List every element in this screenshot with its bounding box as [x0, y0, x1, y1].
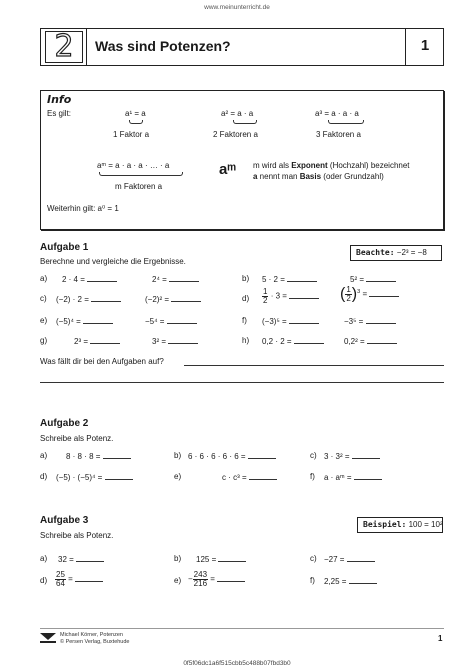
example-a2: a² = a · a [221, 109, 254, 118]
footer-page-number: 1 [438, 634, 443, 643]
task3-hint-label: Beispiel: [363, 520, 407, 529]
task3-label-a: a) [40, 554, 48, 563]
task3-label-b: b) [174, 554, 182, 563]
answer-line[interactable] [171, 294, 201, 302]
task1-expr-b1: 5 · 2 = [262, 274, 317, 284]
document-hash: 0f5f06dc1a6f515cbb5c488b07fbd3b0 [183, 660, 291, 667]
answer-line[interactable] [367, 336, 397, 344]
footer-author: Michael Körner, Potenzen [60, 632, 123, 638]
basis-description [253, 172, 384, 181]
task3-instruction: Schreibe als Potenz. [40, 531, 114, 540]
answer-line[interactable] [248, 451, 276, 459]
task2-heading: Aufgabe 2 [40, 418, 89, 429]
answer-line[interactable] [91, 294, 121, 302]
task1-expr-d1: $\frac{1}{2}$ · 3 = [262, 288, 319, 305]
task1-hint-box [350, 245, 442, 261]
task3-expr-d: $\frac{25}{64}$ = [55, 571, 103, 588]
task1-expr-a2: 2⁴ = [152, 274, 199, 284]
answer-line[interactable] [352, 451, 380, 459]
chapter-number: 2 [45, 31, 83, 63]
desc2-a: a [253, 172, 258, 181]
task3-expr-b: 125 = [196, 554, 246, 564]
task1-expr-d2: ( $\frac{1}{2}$ )$^3$ = [340, 286, 399, 303]
top-url[interactable]: www.meinunterricht.de [204, 4, 270, 11]
answer-line[interactable] [218, 554, 246, 562]
desc1-exponent: Exponent [291, 161, 328, 170]
task3-label-f: f) [310, 576, 315, 585]
task3-label-c: c) [310, 554, 317, 563]
answer-line[interactable] [294, 336, 324, 344]
task1-expr-c1: (−2) · 2 = [56, 294, 121, 304]
task2-label-c: c) [310, 451, 317, 460]
answer-line[interactable] [167, 316, 197, 324]
general-definition: aᵐ = a · a · a · … · a [97, 161, 170, 170]
task1-label-f: f) [242, 316, 247, 325]
task3-heading: Aufgabe 3 [40, 515, 89, 526]
footer-rule [40, 628, 444, 629]
answer-line[interactable] [366, 274, 396, 282]
exponent-description [253, 161, 410, 170]
task2-label-d: d) [40, 472, 48, 481]
task2-label-e: e) [174, 472, 182, 481]
fraction-243-216: $\frac{243}{216}$ [193, 570, 208, 588]
task1-expr-f2: −3⁵ = [344, 316, 396, 326]
task3-expr-a: 32 = [58, 554, 104, 564]
desc2-basis: Basis [299, 172, 322, 181]
task1-label-b: b) [242, 274, 250, 283]
task1-expr-f1: (−3)⁵ = [262, 316, 319, 326]
task3-expr-e: − $\frac{243}{216}$ = [188, 571, 245, 588]
task1-heading: Aufgabe 1 [40, 242, 89, 253]
footer-publisher: © Persen Verlag, Buxtehude [60, 638, 130, 645]
task1-expr-e2: −5⁴ = [145, 316, 197, 326]
task1-label-c: c) [40, 294, 47, 303]
task1-expr-c2: (−2)² = [145, 294, 201, 304]
publisher-logo-icon [40, 633, 56, 643]
example-a1-label: 1 Faktor a [113, 130, 150, 139]
task1-expr-h1: 0,2 · 2 = [262, 336, 324, 346]
power-symbol: aᵐ [219, 161, 236, 178]
title-divider [405, 29, 406, 65]
answer-line[interactable] [90, 336, 120, 344]
answer-line[interactable] [287, 274, 317, 282]
example-a1: a¹ = a [125, 109, 146, 118]
answer-line[interactable] [289, 291, 319, 299]
brace-general [99, 172, 183, 176]
answer-line[interactable] [354, 472, 382, 480]
answer-line[interactable] [83, 316, 113, 324]
example-a3-label: 3 Faktoren a [316, 130, 361, 139]
info-box [40, 90, 444, 230]
task1-label-a: a) [40, 274, 48, 283]
brace-a3 [328, 120, 364, 124]
example-a2-label: 2 Faktoren a [213, 130, 258, 139]
task2-expr-a: 8 · 8 · 8 = [66, 451, 131, 461]
answer-line[interactable] [103, 451, 131, 459]
task2-expr-f: a · aᵐ = [324, 472, 382, 482]
footer-credits [60, 632, 130, 645]
task3-expr-f: 2,25 = [324, 576, 377, 586]
task2-label-f: f) [310, 472, 315, 481]
question-answer-line-1[interactable] [184, 365, 444, 366]
task3-hint-value: 100 = 10² [408, 520, 443, 529]
fraction-one-half-power: $\frac{1}{2}$ [346, 285, 351, 303]
task1-instruction: Berechne und vergleiche die Ergebnisse. [40, 257, 186, 266]
brace-a2 [233, 120, 257, 124]
task3-label-e: e) [174, 576, 182, 585]
title-bar [40, 28, 444, 66]
answer-line[interactable] [347, 554, 375, 562]
page-title: Was sind Potenzen? [95, 38, 231, 54]
example-a3: a³ = a · a · a [315, 109, 359, 118]
task3-hint-box [357, 517, 443, 533]
answer-line[interactable] [87, 274, 117, 282]
question-answer-line-2[interactable] [40, 382, 444, 383]
task1-expr-g1: 2³ = [74, 336, 120, 346]
es-gilt-label: Es gilt: [47, 109, 72, 118]
desc2-text-b: nennt man [257, 172, 300, 181]
answer-line[interactable] [168, 336, 198, 344]
answer-line[interactable] [289, 316, 319, 324]
task2-expr-c: 3 · 3² = [324, 451, 380, 461]
fraction-25-64: $\frac{25}{64}$ [56, 570, 65, 588]
answer-line[interactable] [369, 289, 399, 297]
answer-line[interactable] [169, 274, 199, 282]
answer-line[interactable] [249, 472, 277, 480]
task1-label-h: h) [242, 336, 250, 345]
task2-expr-b: 6 · 6 · 6 · 6 · 6 = [188, 451, 276, 461]
task3-label-d: d) [40, 576, 48, 585]
task2-expr-d: (−5) · (−5)⁴ = [56, 472, 133, 482]
task2-expr-e: c · c³ = [222, 472, 277, 482]
task1-label-d: d) [242, 294, 250, 303]
general-definition-label: m Faktoren a [115, 182, 163, 191]
desc2-text-d: (oder Grundzahl) [321, 172, 384, 181]
task1-expr-a1: 2 · 4 = [62, 274, 117, 284]
task1-expr-h2: 0,2² = [344, 336, 397, 346]
task1-hint-value: −2³ = −8 [396, 248, 427, 257]
answer-line[interactable] [217, 574, 245, 582]
info-heading: Info [47, 93, 72, 106]
task3-expr-c: −27 = [324, 554, 375, 564]
task2-instruction: Schreibe als Potenz. [40, 434, 114, 443]
task1-hint-label: Beachte: [356, 248, 395, 257]
task1-expr-e1: (−5)⁴ = [56, 316, 113, 326]
task1-label-g: g) [40, 336, 48, 345]
desc1-text-c: (Hochzahl) bezeichnet [327, 161, 410, 170]
brace-a1 [129, 120, 143, 124]
worksheet-page-number: 1 [420, 37, 430, 54]
fraction-one-half: $\frac{1}{2}$ [263, 287, 268, 305]
task1-question: Was fällt dir bei den Aufgaben auf? [40, 357, 164, 366]
answer-line[interactable] [366, 316, 396, 324]
task1-expr-b2: 5² = [350, 274, 396, 284]
answer-line[interactable] [105, 472, 133, 480]
chapter-number-box [41, 29, 87, 65]
zero-exponent-rule: Weiterhin gilt: a⁰ = 1 [47, 204, 119, 213]
answer-line[interactable] [75, 574, 103, 582]
task1-label-e: e) [40, 316, 48, 325]
task1-expr-g2: 3² = [152, 336, 198, 346]
answer-line[interactable] [349, 576, 377, 584]
task2-label-b: b) [174, 451, 182, 460]
desc1-text-a: m wird als [253, 161, 292, 170]
task2-label-a: a) [40, 451, 48, 460]
answer-line[interactable] [76, 554, 104, 562]
